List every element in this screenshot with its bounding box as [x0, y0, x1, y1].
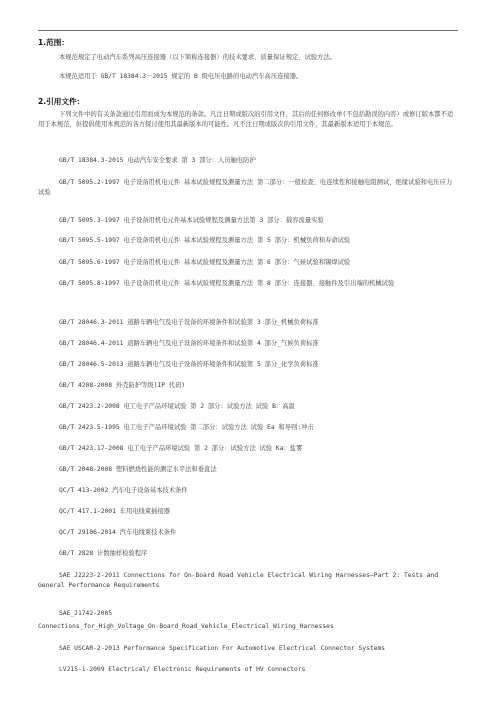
- reference-item: QC/T 413-2002 汽车电子设备基本技术条件: [59, 487, 188, 494]
- reference-item: GB/T 5095.5-1997 电子设备用机电元件 基本试验规程及测量方法 第 5 部分：机械负荷和寿命试验: [59, 237, 351, 244]
- reference-item: QC/T 417.1-2001 车用电线束插接器: [59, 508, 171, 515]
- reference-item: GB/T 5095.3-1997 电子设备用机电元件基本试验规程及测量方法第 3 部分：载容流量实验: [59, 217, 324, 224]
- reference-item: GB/T 5095.2-1997 电子设备用机电元件 基本试验规程及测量方法 第二部分：一般检查、电连续性和接触电阻测试、绝缘试验和电压应力试验: [38, 179, 453, 196]
- scope-paragraph-2: 本规范适用于 GB/T 18384.3－2015 规定的 B 级电压电路的电动汽车高压连接器。: [59, 73, 303, 80]
- reference-item: GB/T 18384.3-2015 电动汽车安全要求 第 3 部分：人员触电防护: [59, 157, 256, 164]
- reference-item: GB/T 2828 计数抽样检验程序: [59, 550, 148, 557]
- reference-item: GB/T 2423.5-1995 电工电子产品环境试验 第二部分：试验方法 试验 Ea 和导则:冲击: [59, 424, 314, 431]
- reference-item: GB/T 28046.4-2011 道路车辆电气及电子设备的环境条件和试验第 4 部分_气候负荷标准: [59, 340, 319, 347]
- top-divider: [38, 30, 458, 31]
- reference-item: GB/T 28046.5-2013 道路车辆电气及电子设备的环境条件和试验第 5 部分_化学负荷标准: [59, 361, 319, 368]
- reference-item: GB/T 2423.17-2008 电工电子产品环境试验 第 2 部分：试验方法 试验 Ka：盐雾: [59, 445, 303, 452]
- scope-paragraph-1: 本规范规定了电动汽车系列高压连接器（以下简称连接器）的技术要求、质量保证规定、试验方法。: [59, 54, 337, 61]
- reference-item: LV215-1-2009 Electrical/ Electronic Requirements of HV Connectors: [59, 666, 306, 673]
- reference-item: SAE J2223-2-2011 Connections for On-Board Road Vehicle Electrical Wiring Harnesses—Part 2: Tests and General Performance Requirements: [38, 572, 439, 589]
- reference-item: GB/T 5095.8-1997 电子设备用机电元件 基本试验规程及测量方法 第 8 部分：连接器、接触件及引出端的机械试验: [59, 280, 395, 287]
- reference-item: QC/T 29106-2014 汽车电线束技术条件: [59, 529, 177, 536]
- reference-item: SAE USCAR-2-2013 Performance Specification For Automotive Electrical Connector Systems: [59, 645, 386, 652]
- reference-item: GB/T 5095.6-1997 电子设备用机电元件 基本试验规程及测量方法 第 6 部分：气候试验和锡焊试验: [59, 259, 351, 266]
- section-2-heading: 2.引用文件：: [38, 97, 85, 106]
- reference-item: SAE_J1742-2005: [59, 610, 113, 617]
- section-1-heading: 1.范围：: [38, 38, 69, 47]
- reference-item: GB/T 4208-2008 外壳防护等级(IP 代码): [59, 382, 186, 389]
- references-intro-paragraph: 下列文件中的有关条款通过引用而成为本规范的条款。凡注日期或版次的引用文件，其后的任何修改单(不包括勘误的内容）或修订版本都不适用于本规范，但提倡使用本规范的各方探讨使用其最新版本的可能性。凡不注日期或版次的引用文件，其最新版本适用于本规范。: [38, 111, 454, 128]
- reference-item: Connections_for_High_Voltage_On-Board_Road_Vehicle_Electrical_Wiring_Harnesses: [38, 623, 334, 630]
- reference-item: GB/T 2423.2-2008 电工电子产品环境试验 第 2 部分：试验方法 试验 B：高温: [59, 403, 295, 410]
- reference-item: GB/T 2048-2008 塑料燃烧性能的测定水平法和垂直法: [59, 466, 217, 473]
- reference-item: GB/T 28046.3-2011 道路车辆电气及电子设备的环境条件和试验第 3 部分_机械负荷标准: [59, 319, 319, 326]
